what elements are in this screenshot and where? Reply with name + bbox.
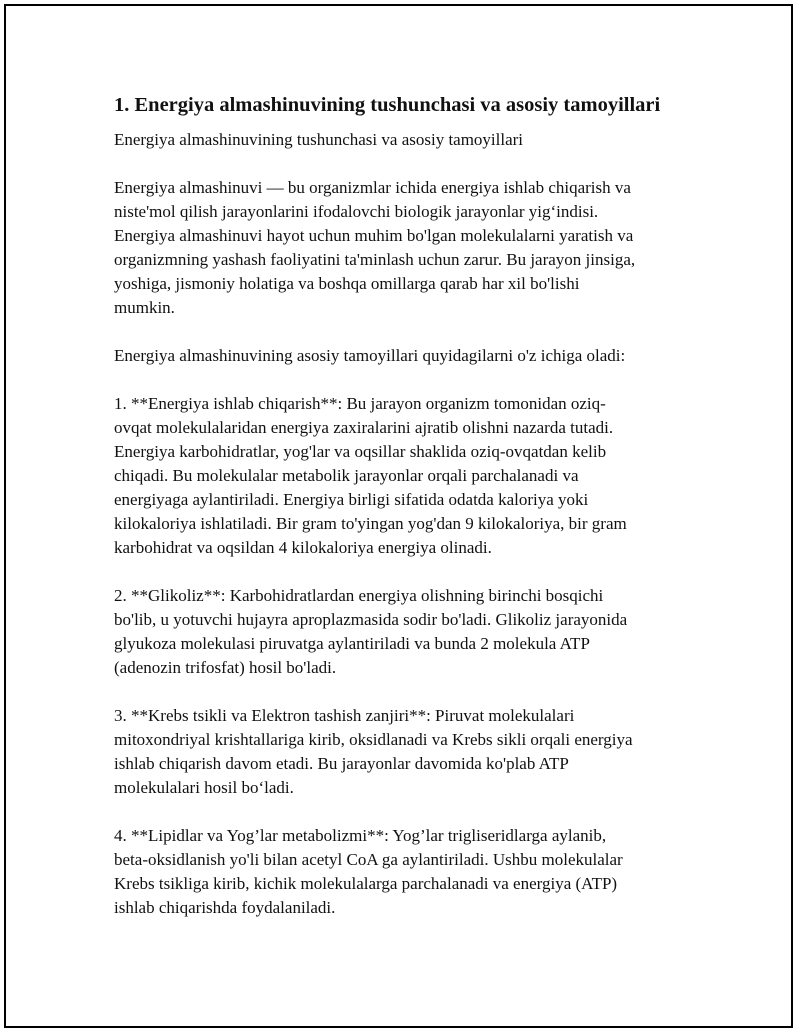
paragraph-principles-lead: Energiya almashinuvining asosiy tamoyillari quyidagilarni o'z ichiga oladi: [114,346,626,365]
paragraph-glycolysis: 2. **Glikoliz**: Karbohidratlardan energiya olishning birinchi bosqichi bo'lib, u yotuvchi hujayra aproplazmasida sodir bo'ladi. Glikoliz jarayonida glyukoza molekulasi piruvatga aylantiriladi va bunda 2 molekula ATP (adenozin trifosfat) hosil bo'ladi. [114,586,628,677]
paragraph-krebs-cycle: 3. **Krebs tsikli va Elektron tashish zanjiri**: Piruvat molekulalari mitoxondriyal krishtallariga kirib, oksidlanadi va Krebs sikli orqali energiya ishlab chiqarish davom etadi. Bu jarayonlar davomida ko'plab ATP molekulalari hosil bo‘ladi. [114,706,633,797]
page-title: 1. Energiya almashinuvining tushunchasi va asosiy tamoyillari [114,94,661,116]
paragraph-energy-production: 1. **Energiya ishlab chiqarish**: Bu jarayon organizm tomonidan oziq- ovqat molekulalaridan energiya zaxiralarini ajratib olishni nazarda tutadi. Energiya karbohidratlar, yog'lar va oqsillar shaklida oziq-ovqatdan kelib chiqadi. Bu molekulalar metabolik jarayonlar orqali parchalanadi va energiyaga aylantiriladi. Energiya birligi sifatida odatda kaloriya yoki kilokaloriya ishlatiladi. Bir gram to'yingan yog'dan 9 kilokaloriya, bir gram karbohidrat va oqsildan 4 kilokaloriya energiya olinadi. [114,394,627,557]
paragraph-intro: Energiya almashinuvi — bu organizmlar ichida energiya ishlab chiqarish va niste'mol qilish jarayonlarini ifodalovchi biologik jarayonlar yig‘indisi. Energiya almashinuvi hayot uchun muhim bo'lgan molekulalarni yaratish va organizmning yashash faoliyatini ta'minlash uchun zarur. Bu jarayon jinsiga, yoshiga, jismoniy holatiga va boshqa omillarga qarab har xil bo'lishi mumkin. [114,178,636,317]
paragraph-lipid-metabolism: 4. **Lipidlar va Yog’lar metabolizmi**: Yog’lar trigliseridlarga aylanib, beta-oksidlanish yo'li bilan acetyl CoA ga aylantiriladi. Ushbu molekulalar Krebs tsikliga kirib, kichik molekulalarga parchalanadi va energiya (ATP) ishlab chiqarishda foydalaniladi. [114,826,623,917]
document-body [114,92,714,944]
page-subtitle: Energiya almashinuvining tushunchasi va asosiy tamoyillari [114,130,524,149]
